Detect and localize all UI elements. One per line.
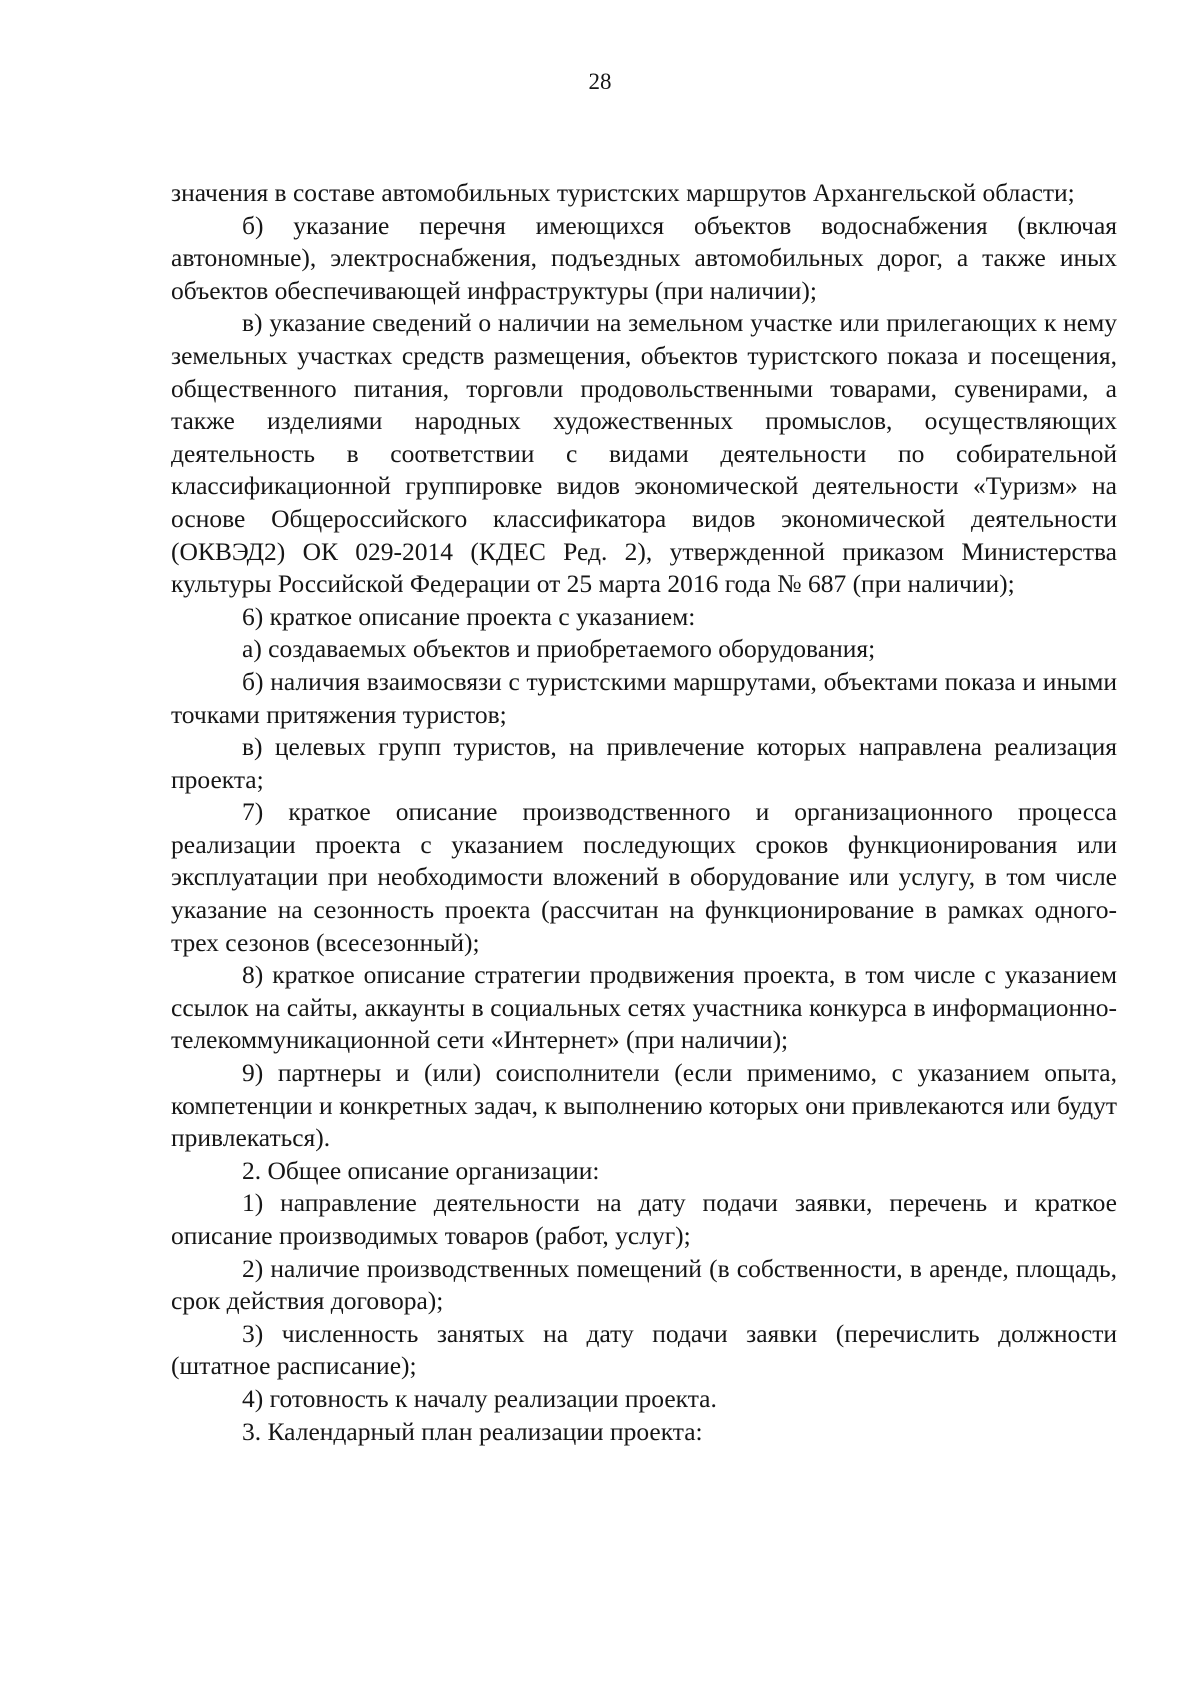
page-number: 28: [588, 69, 612, 94]
paragraph: в) целевых групп туристов, на привлечение которых направлена реализация проекта;: [171, 732, 1117, 794]
paragraph: б) указание перечня имеющихся объектов водоснабжения (включая автономные), электроснабжения, подъездных автомобильных дорог, а также иных объектов обеспечивающей инфраструктуры (при наличии);: [171, 210, 1117, 305]
paragraph: 6) краткое описание проекта с указанием:: [242, 601, 696, 631]
paragraph: значения в составе автомобильных туристских маршрутов Архангельской области;: [171, 178, 1075, 207]
paragraph: 2. Общее описание организации:: [242, 1155, 600, 1185]
paragraph: 7) краткое описание производственного и организационного процесса реализации проекта с указанием последующих сроков функционирования или эксплуатации при необходимости вложений в оборудование или услугу, в том числе указание на сезонность проекта (рассчитан на функционирование в рамках одного-трех сезонов (всесезонный);: [171, 797, 1117, 957]
paragraph: 1) направление деятельности на дату подачи заявки, перечень и краткое описание производимых товаров (работ, услуг);: [171, 1188, 1117, 1250]
paragraph: 2) наличие производственных помещений (в собственности, в аренде, площадь, срок действия договора);: [171, 1253, 1117, 1316]
paragraph: а) создаваемых объектов и приобретаемого оборудования;: [242, 634, 876, 664]
paragraph: 3. Календарный план реализации проекта:: [242, 1416, 703, 1446]
paragraph: в) указание сведений о наличии на земельном участке или прилегающих к нему земельных участках средств размещения, объектов туристского показа и посещения, общественного питания, торговли продовольственными товарами, сувенирами, а также изделиями народных художественных промыслов, осуществляющих деятельность в соответствии с видами деятельности по собирательной классификационной группировке видов экономической деятельности «Туризм» на основе Общероссийского классификатора видов экономической деятельности (ОКВЭД2) ОК 029-2014 (КДЕС Ред. 2), утвержденной приказом Министерства культуры Российской Федерации от 25 марта 2016 года № 687 (при наличии);: [171, 308, 1117, 599]
paragraph: 3) численность занятых на дату подачи заявки (перечислить должности (штатное расписание);: [171, 1318, 1117, 1381]
paragraph: б) наличия взаимосвязи с туристскими маршрутами, объектами показа и иными точками притяжения туристов;: [171, 666, 1117, 729]
paragraph: 8) краткое описание стратегии продвижения проекта, в том числе с указанием ссылок на сайты, аккаунты в социальных сетях участника конкурса в информационно-телекоммуникационной сети «Интернет» (при наличии);: [171, 960, 1117, 1055]
paragraph: 4) готовность к началу реализации проекта.: [242, 1383, 717, 1413]
document-body: [171, 177, 1117, 1448]
paragraph: 9) партнеры и (или) соисполнители (если применимо, с указанием опыта, компетенции и конкретных задач, к выполнению которых они привлекаются или будут привлекаться).: [171, 1058, 1117, 1153]
